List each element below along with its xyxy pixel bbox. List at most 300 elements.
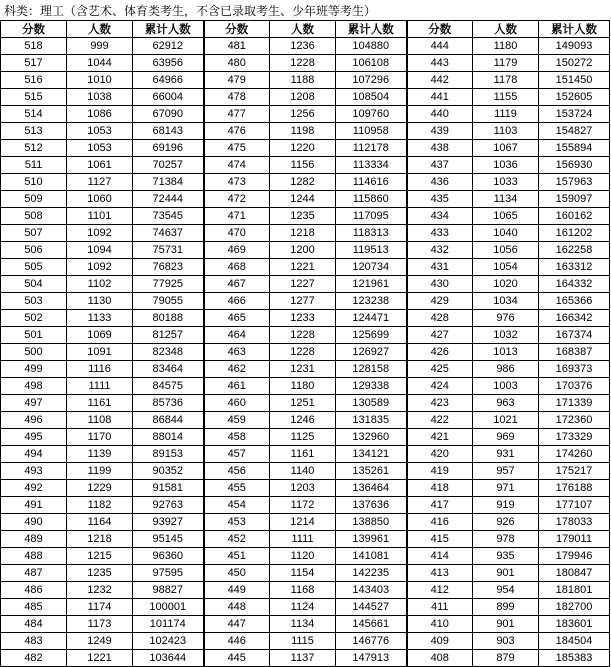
cell-score: 449 <box>204 582 270 599</box>
cell-score: 477 <box>204 106 270 123</box>
table-caption: 科类：理工（含艺术、体育类考生，不含已录取考生、少年班等考生） <box>4 4 377 18</box>
cell-cumulative: 166342 <box>539 310 610 327</box>
cell-count: 1033 <box>473 174 539 191</box>
cell-cumulative: 104880 <box>336 38 407 55</box>
cell-score: 467 <box>204 276 270 293</box>
cell-count: 1208 <box>270 89 336 106</box>
cell-count: 1203 <box>270 480 336 497</box>
cell-score: 452 <box>204 531 270 548</box>
cell-cumulative: 72444 <box>133 191 204 208</box>
cell-score: 435 <box>407 191 473 208</box>
table-row <box>1 327 610 344</box>
cell-score: 433 <box>407 225 473 242</box>
cell-score: 498 <box>1 378 67 395</box>
cell-cumulative: 138850 <box>336 514 407 531</box>
cell-cumulative: 108504 <box>336 89 407 106</box>
cell-count: 978 <box>473 531 539 548</box>
cell-cumulative: 89153 <box>133 446 204 463</box>
cell-cumulative: 79055 <box>133 293 204 310</box>
cell-score: 419 <box>407 463 473 480</box>
cell-count: 1060 <box>67 191 133 208</box>
cell-count: 1061 <box>67 157 133 174</box>
cell-score: 506 <box>1 242 67 259</box>
cell-score: 510 <box>1 174 67 191</box>
cell-cumulative: 75731 <box>133 242 204 259</box>
cell-score: 443 <box>407 55 473 72</box>
header-count-1: 人数 <box>67 21 133 38</box>
cell-cumulative: 110958 <box>336 123 407 140</box>
cell-cumulative: 184504 <box>539 633 610 650</box>
cell-score: 442 <box>407 72 473 89</box>
cell-score: 436 <box>407 174 473 191</box>
cell-cumulative: 107296 <box>336 72 407 89</box>
cell-cumulative: 129338 <box>336 378 407 395</box>
header-count-2: 人数 <box>270 21 336 38</box>
table-row <box>1 123 610 140</box>
cell-count: 1256 <box>270 106 336 123</box>
cell-count: 986 <box>473 361 539 378</box>
cell-score: 440 <box>407 106 473 123</box>
cell-cumulative: 160162 <box>539 208 610 225</box>
cell-count: 1124 <box>270 599 336 616</box>
cell-cumulative: 164332 <box>539 276 610 293</box>
cell-count: 969 <box>473 429 539 446</box>
cell-cumulative: 125699 <box>336 327 407 344</box>
cell-score: 421 <box>407 429 473 446</box>
cell-count: 1229 <box>67 480 133 497</box>
cell-score: 470 <box>204 225 270 242</box>
cell-cumulative: 76823 <box>133 259 204 276</box>
cell-count: 935 <box>473 548 539 565</box>
cell-count: 1092 <box>67 225 133 242</box>
cell-count: 1094 <box>67 242 133 259</box>
cell-cumulative: 146776 <box>336 633 407 650</box>
cell-cumulative: 114616 <box>336 174 407 191</box>
cell-cumulative: 123238 <box>336 293 407 310</box>
cell-cumulative: 128158 <box>336 361 407 378</box>
cell-cumulative: 67090 <box>133 106 204 123</box>
cell-score: 473 <box>204 174 270 191</box>
cell-cumulative: 85736 <box>133 395 204 412</box>
cell-score: 461 <box>204 378 270 395</box>
cell-cumulative: 106108 <box>336 55 407 72</box>
cell-cumulative: 62912 <box>133 38 204 55</box>
table-row <box>1 463 610 480</box>
cell-count: 1215 <box>67 548 133 565</box>
cell-cumulative: 64966 <box>133 72 204 89</box>
table-row <box>1 599 610 616</box>
cell-score: 513 <box>1 123 67 140</box>
cell-count: 1161 <box>67 395 133 412</box>
header-score-1: 分数 <box>1 21 67 38</box>
cell-score: 485 <box>1 599 67 616</box>
cell-score: 448 <box>204 599 270 616</box>
cell-score: 479 <box>204 72 270 89</box>
cell-score: 450 <box>204 565 270 582</box>
cell-score: 409 <box>407 633 473 650</box>
cell-score: 463 <box>204 344 270 361</box>
cell-score: 432 <box>407 242 473 259</box>
cell-cumulative: 154827 <box>539 123 610 140</box>
cell-count: 1220 <box>270 140 336 157</box>
cell-count: 1228 <box>270 344 336 361</box>
table-row <box>1 497 610 514</box>
cell-count: 1180 <box>473 38 539 55</box>
cell-score: 502 <box>1 310 67 327</box>
cell-score: 413 <box>407 565 473 582</box>
cell-cumulative: 185383 <box>539 650 610 667</box>
table-row <box>1 106 610 123</box>
cell-score: 430 <box>407 276 473 293</box>
cell-cumulative: 98827 <box>133 582 204 599</box>
cell-score: 444 <box>407 38 473 55</box>
cell-cumulative: 68143 <box>133 123 204 140</box>
cell-score: 428 <box>407 310 473 327</box>
cell-count: 1091 <box>67 344 133 361</box>
cell-score: 426 <box>407 344 473 361</box>
cell-count: 1249 <box>67 633 133 650</box>
cell-count: 1246 <box>270 412 336 429</box>
cell-count: 1140 <box>270 463 336 480</box>
cell-cumulative: 171339 <box>539 395 610 412</box>
cell-score: 472 <box>204 191 270 208</box>
table-row <box>1 616 610 633</box>
cell-cumulative: 95145 <box>133 531 204 548</box>
cell-score: 516 <box>1 72 67 89</box>
cell-cumulative: 149093 <box>539 38 610 55</box>
cell-count: 1174 <box>67 599 133 616</box>
cell-count: 1179 <box>473 55 539 72</box>
header-cumulative-1: 累计人数 <box>133 21 204 38</box>
table-row <box>1 633 610 650</box>
cell-count: 1127 <box>67 174 133 191</box>
cell-cumulative: 96360 <box>133 548 204 565</box>
cell-cumulative: 179011 <box>539 531 610 548</box>
table-row <box>1 378 610 395</box>
cell-count: 1244 <box>270 191 336 208</box>
cell-score: 451 <box>204 548 270 565</box>
table-row <box>1 361 610 378</box>
cell-cumulative: 132960 <box>336 429 407 446</box>
cell-count: 1221 <box>67 650 133 667</box>
cell-score: 416 <box>407 514 473 531</box>
cell-count: 1034 <box>473 293 539 310</box>
cell-count: 1092 <box>67 259 133 276</box>
cell-cumulative: 163312 <box>539 259 610 276</box>
cell-count: 1134 <box>270 616 336 633</box>
cell-count: 1173 <box>67 616 133 633</box>
cell-count: 1277 <box>270 293 336 310</box>
cell-cumulative: 153724 <box>539 106 610 123</box>
cell-cumulative: 176188 <box>539 480 610 497</box>
cell-score: 465 <box>204 310 270 327</box>
cell-cumulative: 137636 <box>336 497 407 514</box>
cell-count: 1282 <box>270 174 336 191</box>
header-score-2: 分数 <box>204 21 270 38</box>
cell-score: 499 <box>1 361 67 378</box>
cell-cumulative: 70257 <box>133 157 204 174</box>
cell-score: 508 <box>1 208 67 225</box>
cell-score: 504 <box>1 276 67 293</box>
cell-score: 447 <box>204 616 270 633</box>
cell-score: 494 <box>1 446 67 463</box>
cell-score: 511 <box>1 157 67 174</box>
cell-count: 1103 <box>473 123 539 140</box>
cell-score: 512 <box>1 140 67 157</box>
cell-cumulative: 159097 <box>539 191 610 208</box>
cell-cumulative: 147913 <box>336 650 407 667</box>
cell-score: 468 <box>204 259 270 276</box>
cell-cumulative: 113334 <box>336 157 407 174</box>
cell-score: 415 <box>407 531 473 548</box>
cell-score: 500 <box>1 344 67 361</box>
table-row <box>1 140 610 157</box>
cell-cumulative: 175217 <box>539 463 610 480</box>
cell-score: 420 <box>407 446 473 463</box>
cell-cumulative: 97595 <box>133 565 204 582</box>
cell-score: 501 <box>1 327 67 344</box>
cell-score: 466 <box>204 293 270 310</box>
cell-cumulative: 92763 <box>133 497 204 514</box>
cell-count: 1164 <box>67 514 133 531</box>
cell-score: 515 <box>1 89 67 106</box>
cell-count: 1111 <box>67 378 133 395</box>
cell-score: 503 <box>1 293 67 310</box>
cell-count: 1170 <box>67 429 133 446</box>
cell-score: 490 <box>1 514 67 531</box>
header-count-3: 人数 <box>473 21 539 38</box>
cell-score: 483 <box>1 633 67 650</box>
cell-count: 1235 <box>67 565 133 582</box>
cell-score: 446 <box>204 633 270 650</box>
cell-cumulative: 136464 <box>336 480 407 497</box>
cell-count: 1119 <box>473 106 539 123</box>
cell-cumulative: 86844 <box>133 412 204 429</box>
cell-count: 931 <box>473 446 539 463</box>
cell-cumulative: 91581 <box>133 480 204 497</box>
cell-score: 427 <box>407 327 473 344</box>
cell-count: 1188 <box>270 72 336 89</box>
cell-cumulative: 80188 <box>133 310 204 327</box>
cell-count: 1231 <box>270 361 336 378</box>
table-row <box>1 72 610 89</box>
cell-score: 493 <box>1 463 67 480</box>
cell-cumulative: 130589 <box>336 395 407 412</box>
cell-score: 410 <box>407 616 473 633</box>
cell-cumulative: 168387 <box>539 344 610 361</box>
cell-score: 495 <box>1 429 67 446</box>
cell-score: 518 <box>1 38 67 55</box>
cell-score: 478 <box>204 89 270 106</box>
cell-count: 901 <box>473 565 539 582</box>
cell-count: 1040 <box>473 225 539 242</box>
cell-score: 412 <box>407 582 473 599</box>
cell-count: 879 <box>473 650 539 667</box>
cell-cumulative: 181801 <box>539 582 610 599</box>
cell-count: 954 <box>473 582 539 599</box>
cell-cumulative: 100001 <box>133 599 204 616</box>
cell-count: 1021 <box>473 412 539 429</box>
table-row <box>1 242 610 259</box>
cell-cumulative: 152605 <box>539 89 610 106</box>
table-row <box>1 412 610 429</box>
cell-count: 1228 <box>270 327 336 344</box>
cell-count: 1154 <box>270 565 336 582</box>
cell-score: 445 <box>204 650 270 667</box>
cell-count: 919 <box>473 497 539 514</box>
table-row <box>1 582 610 599</box>
cell-score: 434 <box>407 208 473 225</box>
cell-score: 482 <box>1 650 67 667</box>
cell-cumulative: 156930 <box>539 157 610 174</box>
cell-score: 438 <box>407 140 473 157</box>
cell-count: 1134 <box>473 191 539 208</box>
cell-cumulative: 81257 <box>133 327 204 344</box>
cell-count: 1086 <box>67 106 133 123</box>
cell-cumulative: 172360 <box>539 412 610 429</box>
cell-score: 488 <box>1 548 67 565</box>
cell-count: 1111 <box>270 531 336 548</box>
cell-score: 462 <box>204 361 270 378</box>
cell-score: 453 <box>204 514 270 531</box>
cell-cumulative: 182700 <box>539 599 610 616</box>
cell-count: 1137 <box>270 650 336 667</box>
cell-score: 484 <box>1 616 67 633</box>
table-row <box>1 293 610 310</box>
cell-cumulative: 115860 <box>336 191 407 208</box>
cell-cumulative: 119513 <box>336 242 407 259</box>
header-row <box>1 21 610 38</box>
cell-score: 517 <box>1 55 67 72</box>
cell-count: 971 <box>473 480 539 497</box>
cell-score: 489 <box>1 531 67 548</box>
table-body <box>1 38 610 667</box>
cell-score: 424 <box>407 378 473 395</box>
cell-cumulative: 73545 <box>133 208 204 225</box>
cell-score: 425 <box>407 361 473 378</box>
cell-count: 1221 <box>270 259 336 276</box>
cell-count: 1161 <box>270 446 336 463</box>
cell-cumulative: 77925 <box>133 276 204 293</box>
cell-count: 1120 <box>270 548 336 565</box>
table-row <box>1 395 610 412</box>
cell-score: 492 <box>1 480 67 497</box>
cell-count: 1065 <box>473 208 539 225</box>
score-distribution-table <box>0 20 610 667</box>
cell-score: 497 <box>1 395 67 412</box>
cell-cumulative: 177107 <box>539 497 610 514</box>
cell-cumulative: 141081 <box>336 548 407 565</box>
cell-count: 1116 <box>67 361 133 378</box>
table-row <box>1 344 610 361</box>
cell-cumulative: 134121 <box>336 446 407 463</box>
cell-score: 514 <box>1 106 67 123</box>
cell-count: 1013 <box>473 344 539 361</box>
header-cumulative-3: 累计人数 <box>539 21 610 38</box>
table-row <box>1 565 610 582</box>
cell-count: 1115 <box>270 633 336 650</box>
cell-cumulative: 83464 <box>133 361 204 378</box>
cell-cumulative: 109760 <box>336 106 407 123</box>
cell-count: 1003 <box>473 378 539 395</box>
cell-score: 505 <box>1 259 67 276</box>
cell-score: 460 <box>204 395 270 412</box>
cell-count: 1038 <box>67 89 133 106</box>
cell-count: 1139 <box>67 446 133 463</box>
cell-count: 1200 <box>270 242 336 259</box>
cell-cumulative: 63956 <box>133 55 204 72</box>
cell-cumulative: 170376 <box>539 378 610 395</box>
table-row <box>1 446 610 463</box>
cell-score: 487 <box>1 565 67 582</box>
cell-score: 474 <box>204 157 270 174</box>
cell-count: 1227 <box>270 276 336 293</box>
cell-score: 459 <box>204 412 270 429</box>
table-row <box>1 531 610 548</box>
table-row <box>1 191 610 208</box>
cell-score: 469 <box>204 242 270 259</box>
cell-count: 1156 <box>270 157 336 174</box>
cell-count: 1172 <box>270 497 336 514</box>
cell-cumulative: 143403 <box>336 582 407 599</box>
cell-score: 418 <box>407 480 473 497</box>
cell-cumulative: 135261 <box>336 463 407 480</box>
cell-score: 476 <box>204 123 270 140</box>
cell-score: 408 <box>407 650 473 667</box>
cell-count: 1214 <box>270 514 336 531</box>
cell-count: 1233 <box>270 310 336 327</box>
table-row <box>1 429 610 446</box>
cell-count: 963 <box>473 395 539 412</box>
cell-score: 437 <box>407 157 473 174</box>
cell-count: 899 <box>473 599 539 616</box>
cell-count: 1053 <box>67 123 133 140</box>
cell-cumulative: 117095 <box>336 208 407 225</box>
cell-cumulative: 82348 <box>133 344 204 361</box>
table-row <box>1 514 610 531</box>
cell-cumulative: 120734 <box>336 259 407 276</box>
header-score-3: 分数 <box>407 21 473 38</box>
cell-count: 1020 <box>473 276 539 293</box>
cell-cumulative: 179946 <box>539 548 610 565</box>
cell-cumulative: 167374 <box>539 327 610 344</box>
cell-cumulative: 161202 <box>539 225 610 242</box>
cell-count: 1218 <box>67 531 133 548</box>
cell-score: 458 <box>204 429 270 446</box>
cell-cumulative: 112178 <box>336 140 407 157</box>
cell-score: 423 <box>407 395 473 412</box>
cell-score: 496 <box>1 412 67 429</box>
cell-count: 926 <box>473 514 539 531</box>
cell-count: 1232 <box>67 582 133 599</box>
cell-score: 454 <box>204 497 270 514</box>
cell-count: 1155 <box>473 89 539 106</box>
cell-cumulative: 144527 <box>336 599 407 616</box>
cell-count: 1218 <box>270 225 336 242</box>
cell-score: 491 <box>1 497 67 514</box>
table-row <box>1 225 610 242</box>
cell-cumulative: 178033 <box>539 514 610 531</box>
cell-count: 1133 <box>67 310 133 327</box>
cell-count: 903 <box>473 633 539 650</box>
cell-score: 456 <box>204 463 270 480</box>
cell-score: 464 <box>204 327 270 344</box>
cell-score: 486 <box>1 582 67 599</box>
cell-count: 1108 <box>67 412 133 429</box>
cell-cumulative: 174260 <box>539 446 610 463</box>
cell-score: 481 <box>204 38 270 55</box>
cell-cumulative: 118313 <box>336 225 407 242</box>
